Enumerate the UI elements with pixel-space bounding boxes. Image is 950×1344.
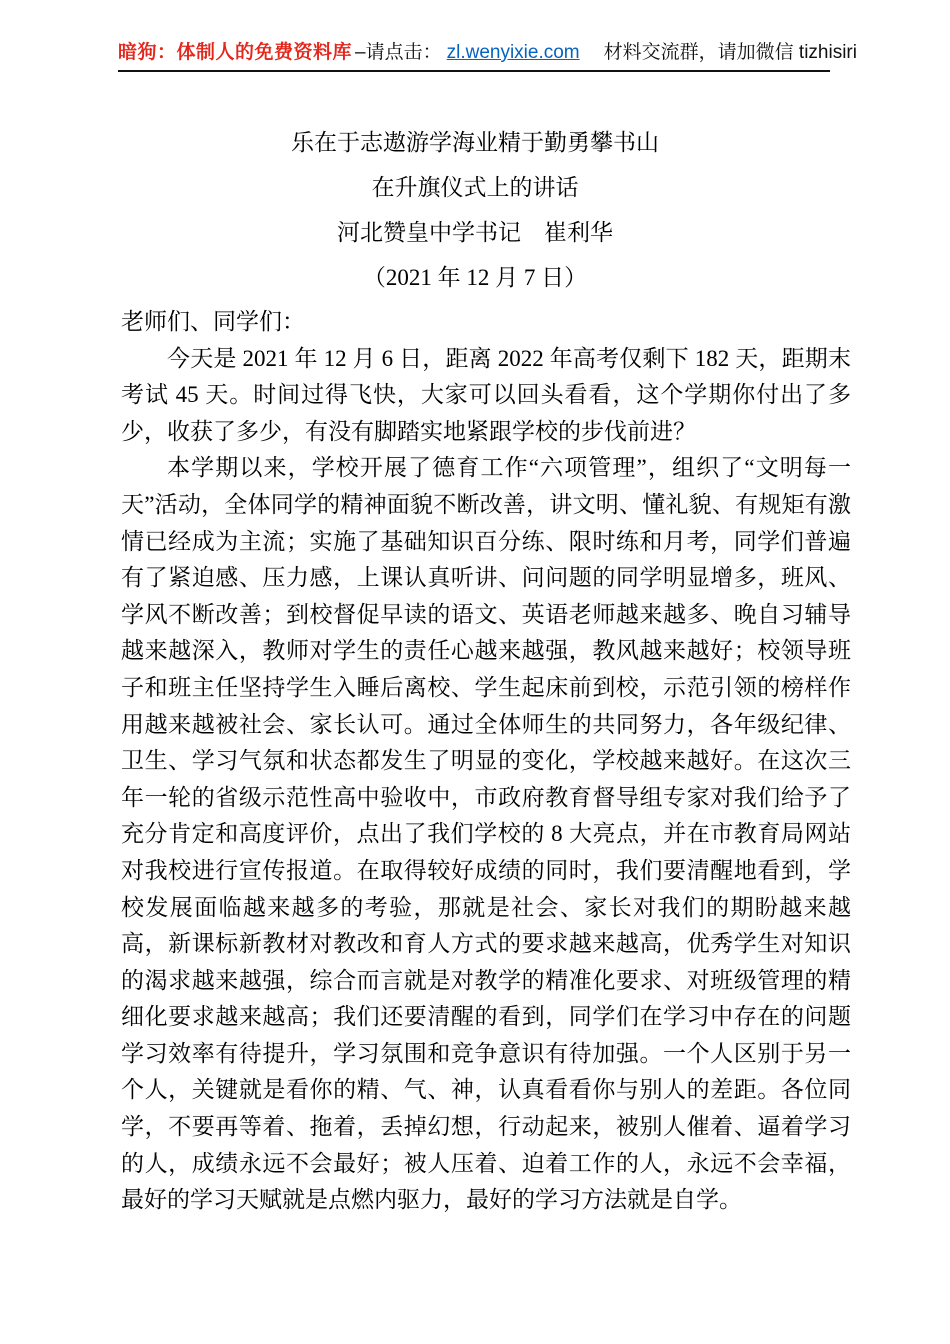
promo-header: [118, 42, 857, 72]
promo-brand-text: 暗狗：体制人的免费资料库: [118, 42, 353, 63]
author-line: 河北赞皇中学书记 崔利华: [337, 220, 613, 245]
promo-click-label: –请点击：: [355, 42, 442, 63]
document-title: 乐在于志遨游学海业精于勤勇攀书山: [291, 130, 659, 155]
paragraph-intro: 今天是 2021 年 12 月 6 日，距离 2022 年高考仅剩下 182 天，距期末考试 45 天。时间过得飞快，大家可以回头看看，这个学期你付出了多少，收获了多少，有没有脚踏实地紧跟学校的步伐前进？: [121, 345, 852, 444]
title-block: [0, 120, 950, 300]
promo-group-note: 材料交流群，请加微信 tizhisiri: [603, 42, 857, 63]
date-line: （2021 年 12 月 7 日）: [362, 265, 588, 290]
document-subtitle: 在升旗仪式上的讲话: [371, 175, 579, 200]
speech-body: [121, 304, 851, 1219]
promo-link[interactable]: zl.wenyixie.com: [446, 42, 580, 63]
paragraph-main: 本学期以来，学校开展了德育工作“六项管理”，组织了“文明每一天”活动，全体同学的精神面貌不断改善，讲文明、懂礼貌、有规矩有激情已经成为主流；实施了基础知识百分练、限时练和月考，同学们普遍有了紧迫感、压力感，上课认真听讲、问问题的同学明显增多，班风、学风不断改善；到校督促早读的语文、英语老师越来越多、晚自习辅导越来越深入，教师对学生的责任心越来越强，教风越来越好；校领导班子和班主任坚持学生入睡后离校、学生起床前到校，示范引领的榜样作用越来越被社会、家长认可。通过全体师生的共同努力，各年级纪律、卫生、学习气氛和状态都发生了明显的变化，学校越来越好。在这次三年一轮的省级示范性高中验收中，市政府教育督导组专家对我们给予了充分肯定和高度评价，点出了我们学校的 8 大亮点，并在市教育局网站对我校进行宣传报道。在取得较好成绩的同时，我们要清醒地看到，学校发展面临越来越多的考验，那就是社会、家长对我们的期盼越来越高，新课标新教材对教改和育人方式的要求越来越高，优秀学生对知识的渴求越来越强，综合而言就是对教学的精准化要求、对班级管理的精细化要求越来越高；我们还要清醒的看到，同学们在学习中存在的问题学习效率有待提升，学习氛围和竞争意识有待加强。一个人区别于另一个人，关键就是看你的精、气、神，认真看看你与别人的差距。各位同学，不要再等着、拖着，丢掉幻想，行动起来，被别人催着、逼着学习的人，成绩永远不会最好；被人压着、迫着工作的人，永远不会幸福，最好的学习天赋就是点燃内驱力，最好的学习方法就是自学。: [121, 455, 851, 1213]
salutation-line: 老师们、同学们：: [121, 309, 305, 334]
